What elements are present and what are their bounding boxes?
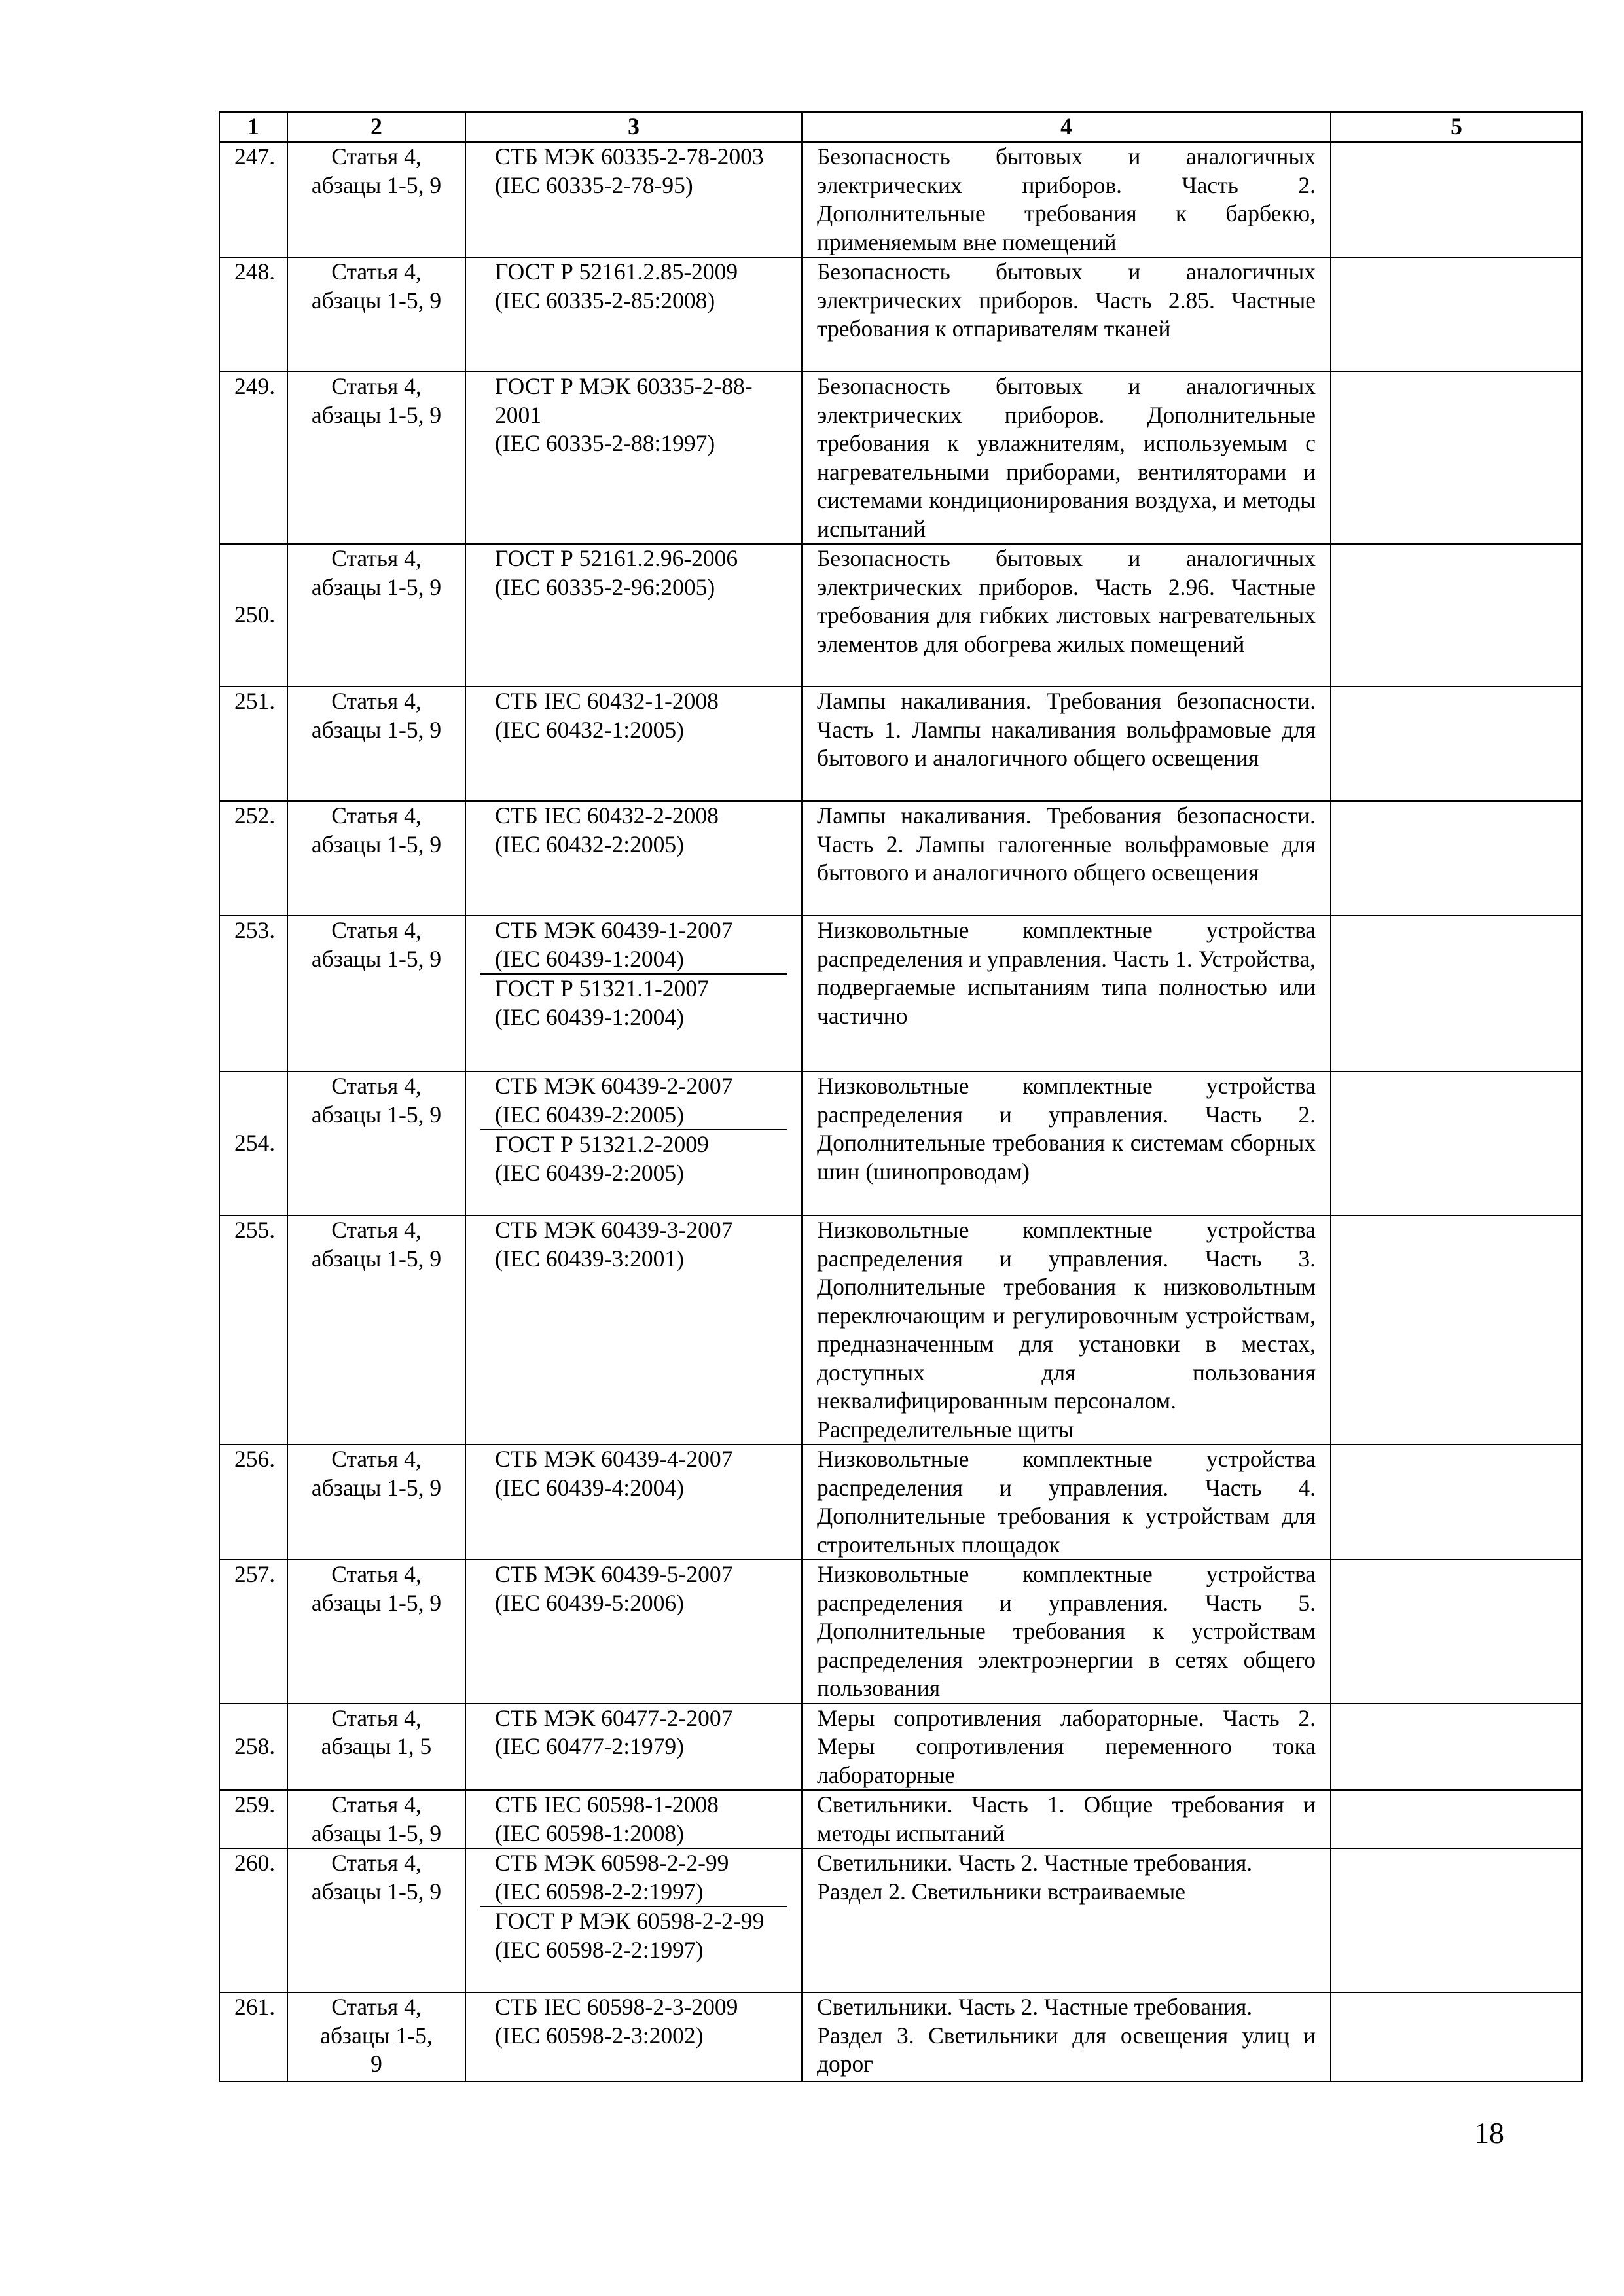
article-line: Статья 4, (331, 1217, 422, 1243)
standard-code: СТБ IEC 60432-2-2008 (495, 802, 719, 829)
col-header: 4 (802, 112, 1331, 142)
article-line: абзацы 1-5, 9 (311, 401, 442, 428)
standard-code: СТБ МЭК 60439-3-2007 (495, 1217, 733, 1243)
description-text: Безопасность бытовых и аналогичных электрических приборов. Часть 2. Дополнительные требования к барбекю, применяемым вне помещений (817, 143, 1316, 255)
row-number: 247. (219, 142, 287, 257)
standard-code: ГОСТ Р МЭК 60335-2-88-2001 (495, 373, 753, 428)
article-line: Статья 4, (331, 1561, 422, 1587)
article-line: Статья 4, (331, 1073, 422, 1099)
article-line: абзацы 1-5, 9 (311, 716, 442, 743)
row-number: 257. (219, 1560, 287, 1704)
article-cell (287, 1560, 465, 1704)
standard-code: СТБ МЭК 60598-2-2-99 (495, 1850, 729, 1876)
row-number: 258. (219, 1704, 287, 1791)
article-line: Статья 4, (331, 373, 422, 399)
article-line: Статья 4, (331, 545, 422, 571)
standard-entry (480, 1993, 787, 2050)
description-text: Лампы накаливания. Требования безопасности. Часть 1. Лампы накаливания вольфрамовые для бытового и аналогичного общего освещения (817, 688, 1316, 771)
standard-iec-code: (IEC 60335-2-96:2005) (495, 573, 715, 600)
description-cell (802, 801, 1331, 916)
article-line: Статья 4, (331, 259, 422, 285)
article-cell (287, 544, 465, 687)
standard-code: ГОСТ Р 52161.2.85-2009 (495, 259, 738, 285)
standard-cell (465, 372, 802, 544)
col-header: 5 (1331, 112, 1582, 142)
article-line: абзацы 1-5, 9 (311, 1589, 442, 1616)
table-row (219, 1992, 1582, 2081)
table-row (219, 1444, 1582, 1560)
row-number: 260. (219, 1848, 287, 1992)
standard-cell (465, 142, 802, 257)
table-row (219, 257, 1582, 372)
description-cell (802, 372, 1331, 544)
standard-iec-code: (IEC 60439-3:2001) (495, 1245, 684, 1272)
notes-cell (1331, 1790, 1582, 1848)
row-number: 248. (219, 257, 287, 372)
standard-code: СТБ МЭК 60439-4-2007 (495, 1446, 733, 1472)
col-header: 3 (465, 112, 802, 142)
table-row (219, 1560, 1582, 1704)
article-line: абзацы 1-5, 9 (311, 287, 442, 314)
standard-code: ГОСТ Р 51321.2-2009 (495, 1131, 709, 1157)
description-text: Низковольтные комплектные устройства распределения и управления. Часть 5. Дополнительные требования к устройствам распределения электроэнергии в сетях общего пользования (817, 1561, 1316, 1701)
standard-iec-code: (IEC 60335-2-85:2008) (495, 287, 715, 314)
standard-entry (480, 143, 787, 200)
article-cell (287, 801, 465, 916)
standard-cell (465, 1444, 802, 1560)
standards-table (219, 111, 1583, 2082)
article-cell (287, 1790, 465, 1848)
standard-cell (465, 257, 802, 372)
description-cell (802, 687, 1331, 801)
standard-iec-code: (IEC 60432-2:2005) (495, 831, 684, 857)
article-line: абзацы 1-5, 9 (311, 573, 442, 600)
description-text: Светильники. Часть 2. Частные требования. (817, 1850, 1253, 1876)
standard-cell (465, 1071, 802, 1215)
table-row (219, 142, 1582, 257)
description-text: Низковольтные комплектные устройства распределения и управления. Часть 4. Дополнительные требования к устройствам для строительных площадок (817, 1446, 1316, 1558)
notes-cell (1331, 1071, 1582, 1215)
notes-cell (1331, 142, 1582, 257)
notes-cell (1331, 257, 1582, 372)
standard-iec-code: (IEC 60439-2:2005) (495, 1159, 684, 1186)
standard-entry (480, 973, 787, 1031)
standard-iec-code: (IEC 60439-5:2006) (495, 1589, 684, 1616)
notes-cell (1331, 1560, 1582, 1704)
notes-cell (1331, 1848, 1582, 1992)
standard-entry (480, 1072, 787, 1129)
standard-code: ГОСТ Р 52161.2.96-2006 (495, 545, 738, 571)
standard-cell (465, 1790, 802, 1848)
standard-cell (465, 544, 802, 687)
row-number: 261. (219, 1992, 287, 2081)
standard-code: СТБ IEC 60432-1-2008 (495, 688, 719, 714)
row-number: 249. (219, 372, 287, 544)
description-cell (802, 257, 1331, 372)
standard-entry (480, 1560, 787, 1617)
standard-iec-code: (IEC 60432-1:2005) (495, 716, 684, 743)
table-row (219, 544, 1582, 687)
standard-code: ГОСТ Р МЭК 60598-2-2-99 (495, 1908, 765, 1934)
description-text: Лампы накаливания. Требования безопасности. Часть 2. Лампы галогенные вольфрамовые для бытового и аналогичного общего освещения (817, 802, 1316, 886)
article-line: Статья 4, (331, 1850, 422, 1876)
table-row (219, 687, 1582, 801)
row-number: 250. (219, 544, 287, 687)
standard-iec-code: (IEC 60335-2-78-95) (495, 171, 693, 198)
standard-iec-code: (IEC 60439-1:2004) (495, 945, 684, 972)
article-line: Статья 4, (331, 1791, 422, 1818)
notes-cell (1331, 687, 1582, 801)
standard-entry (480, 916, 787, 973)
description-text: Безопасность бытовых и аналогичных электрических приборов. Дополнительные требования к увлажнителям, используемым с нагревательными приборами, вентиляторами и системами кондиционирования воздуха, и методы испытаний (817, 373, 1316, 542)
article-cell (287, 1848, 465, 1992)
description-cell (802, 916, 1331, 1071)
article-line: 9 (370, 2051, 382, 2077)
notes-cell (1331, 372, 1582, 544)
description-text: Светильники. Часть 1. Общие требования и методы испытаний (817, 1791, 1316, 1846)
article-cell (287, 142, 465, 257)
description-text: Низковольтные комплектные устройства распределения и управления. Часть 2. Дополнительные требования к системам сборных шин (шинопроводам) (817, 1073, 1316, 1185)
description-cell (802, 1560, 1331, 1704)
description-cell (802, 544, 1331, 687)
standard-code: СТБ МЭК 60477-2-2007 (495, 1704, 733, 1731)
standard-iec-code: (IEC 60439-1:2004) (495, 1003, 684, 1030)
header-row (219, 112, 1582, 142)
article-line: абзацы 1, 5 (321, 1733, 432, 1759)
article-line: Статья 4, (331, 1994, 422, 2020)
description-cell (802, 1704, 1331, 1791)
description-text: Распределительные щиты (817, 1416, 1074, 1443)
standard-code: СТБ IEC 60598-1-2008 (495, 1791, 719, 1818)
description-cell (802, 142, 1331, 257)
row-number: 254. (219, 1071, 287, 1215)
standard-code: СТБ МЭК 60439-1-2007 (495, 917, 733, 943)
article-cell (287, 1071, 465, 1215)
description-text: Светильники. Часть 2. Частные требования. (817, 1994, 1253, 2020)
row-number: 252. (219, 801, 287, 916)
standard-entry (480, 258, 787, 315)
article-line: абзацы 1-5, 9 (311, 1101, 442, 1128)
col-header: 2 (287, 112, 465, 142)
standard-cell (465, 1848, 802, 1992)
standard-iec-code: (IEC 60439-2:2005) (495, 1101, 684, 1128)
article-cell (287, 1992, 465, 2081)
description-cell (802, 1215, 1331, 1444)
article-cell (287, 1444, 465, 1560)
standard-iec-code: (IEC 60598-2-2:1997) (495, 1936, 704, 1963)
description-text: Низковольтные комплектные устройства распределения и управления. Часть 1. Устройства, подвергаемые испытаниям типа полностью или частично (817, 917, 1316, 1029)
table-row (219, 801, 1582, 916)
notes-cell (1331, 916, 1582, 1071)
standard-cell (465, 1215, 802, 1444)
description-cell (802, 1848, 1331, 1992)
standard-entry (480, 687, 787, 744)
standard-entry (480, 1704, 787, 1761)
description-text: Раздел 2. Светильники встраиваемые (817, 1878, 1185, 1905)
article-line: абзацы 1-5, 9 (311, 171, 442, 198)
article-line: Статья 4, (331, 143, 422, 170)
description-text: Меры сопротивления лабораторные. Часть 2. Меры сопротивления переменного тока лабораторные (817, 1704, 1316, 1788)
notes-cell (1331, 544, 1582, 687)
standard-iec-code: (IEC 60598-1:2008) (495, 1820, 684, 1846)
standard-iec-code: (IEC 60477-2:1979) (495, 1733, 684, 1759)
notes-cell (1331, 1215, 1582, 1444)
article-line: абзацы 1-5, 9 (311, 831, 442, 857)
standard-entry (480, 1129, 787, 1187)
table-row (219, 916, 1582, 1071)
article-cell (287, 372, 465, 544)
article-cell (287, 687, 465, 801)
standard-entry (480, 545, 787, 601)
notes-cell (1331, 1992, 1582, 2081)
description-cell (802, 1992, 1331, 2081)
description-cell (802, 1790, 1331, 1848)
standard-entry (480, 1849, 787, 1906)
row-number: 259. (219, 1790, 287, 1848)
standard-cell (465, 1560, 802, 1704)
article-cell (287, 257, 465, 372)
description-cell (802, 1444, 1331, 1560)
standard-iec-code: (IEC 60335-2-88:1997) (495, 430, 715, 456)
standard-entry (480, 802, 787, 859)
article-line: Статья 4, (331, 1446, 422, 1472)
standard-entry (480, 1445, 787, 1502)
standard-entry (480, 1906, 787, 1964)
article-line: Статья 4, (331, 802, 422, 829)
row-number: 253. (219, 916, 287, 1071)
article-line: Статья 4, (331, 688, 422, 714)
standard-entry (480, 1791, 787, 1848)
standard-code: СТБ МЭК 60439-2-2007 (495, 1073, 733, 1099)
article-line: абзацы 1-5, 9 (311, 945, 442, 972)
standard-code: СТБ МЭК 60335-2-78-2003 (495, 143, 764, 170)
description-text: Безопасность бытовых и аналогичных электрических приборов. Часть 2.96. Частные требования для гибких листовых нагревательных элементов для обогрева жилых помещений (817, 545, 1316, 657)
article-cell (287, 1215, 465, 1444)
standard-iec-code: (IEC 60598-2-2:1997) (495, 1878, 704, 1905)
standard-code: СТБ IEC 60598-2-3-2009 (495, 1994, 738, 2020)
table-row (219, 372, 1582, 544)
table-row (219, 1215, 1582, 1444)
notes-cell (1331, 1444, 1582, 1560)
description-text: Низковольтные комплектные устройства распределения и управления. Часть 3. Дополнительные требования к низковольтным переключающим и регулировочным устройствам, предназначенным для установки в местах, доступных для пользования неквалифицированным персоналом. (817, 1217, 1316, 1414)
table-row (219, 1848, 1582, 1992)
page-number: 18 (1474, 2116, 1504, 2149)
standard-iec-code: (IEC 60439-4:2004) (495, 1474, 684, 1501)
row-number: 251. (219, 687, 287, 801)
standard-entry (480, 1216, 787, 1273)
standard-code: ГОСТ Р 51321.1-2007 (495, 975, 709, 1001)
description-cell (802, 1071, 1331, 1215)
notes-cell (1331, 1704, 1582, 1791)
standard-code: СТБ МЭК 60439-5-2007 (495, 1561, 733, 1587)
standard-entry (480, 372, 787, 458)
article-cell (287, 1704, 465, 1791)
article-line: Статья 4, (331, 1704, 422, 1731)
table-row (219, 1704, 1582, 1791)
description-text: Раздел 3. Светильники для освещения улиц и дорог (817, 2022, 1316, 2077)
article-line: абзацы 1-5, 9 (311, 1474, 442, 1501)
article-line: абзацы 1-5, (320, 2022, 433, 2049)
notes-cell (1331, 801, 1582, 916)
article-cell (287, 916, 465, 1071)
table-row (219, 1071, 1582, 1215)
article-line: абзацы 1-5, 9 (311, 1878, 442, 1905)
article-line: абзацы 1-5, 9 (311, 1820, 442, 1846)
standard-cell (465, 916, 802, 1071)
standard-cell (465, 1704, 802, 1791)
standard-iec-code: (IEC 60598-2-3:2002) (495, 2022, 704, 2049)
row-number: 256. (219, 1444, 287, 1560)
article-line: Статья 4, (331, 917, 422, 943)
standard-cell (465, 801, 802, 916)
table-row (219, 1790, 1582, 1848)
col-header: 1 (219, 112, 287, 142)
description-text: Безопасность бытовых и аналогичных электрических приборов. Часть 2.85. Частные требования к отпаривателям тканей (817, 259, 1316, 342)
article-line: абзацы 1-5, 9 (311, 1245, 442, 1272)
standard-cell (465, 1992, 802, 2081)
row-number: 255. (219, 1215, 287, 1444)
standard-cell (465, 687, 802, 801)
